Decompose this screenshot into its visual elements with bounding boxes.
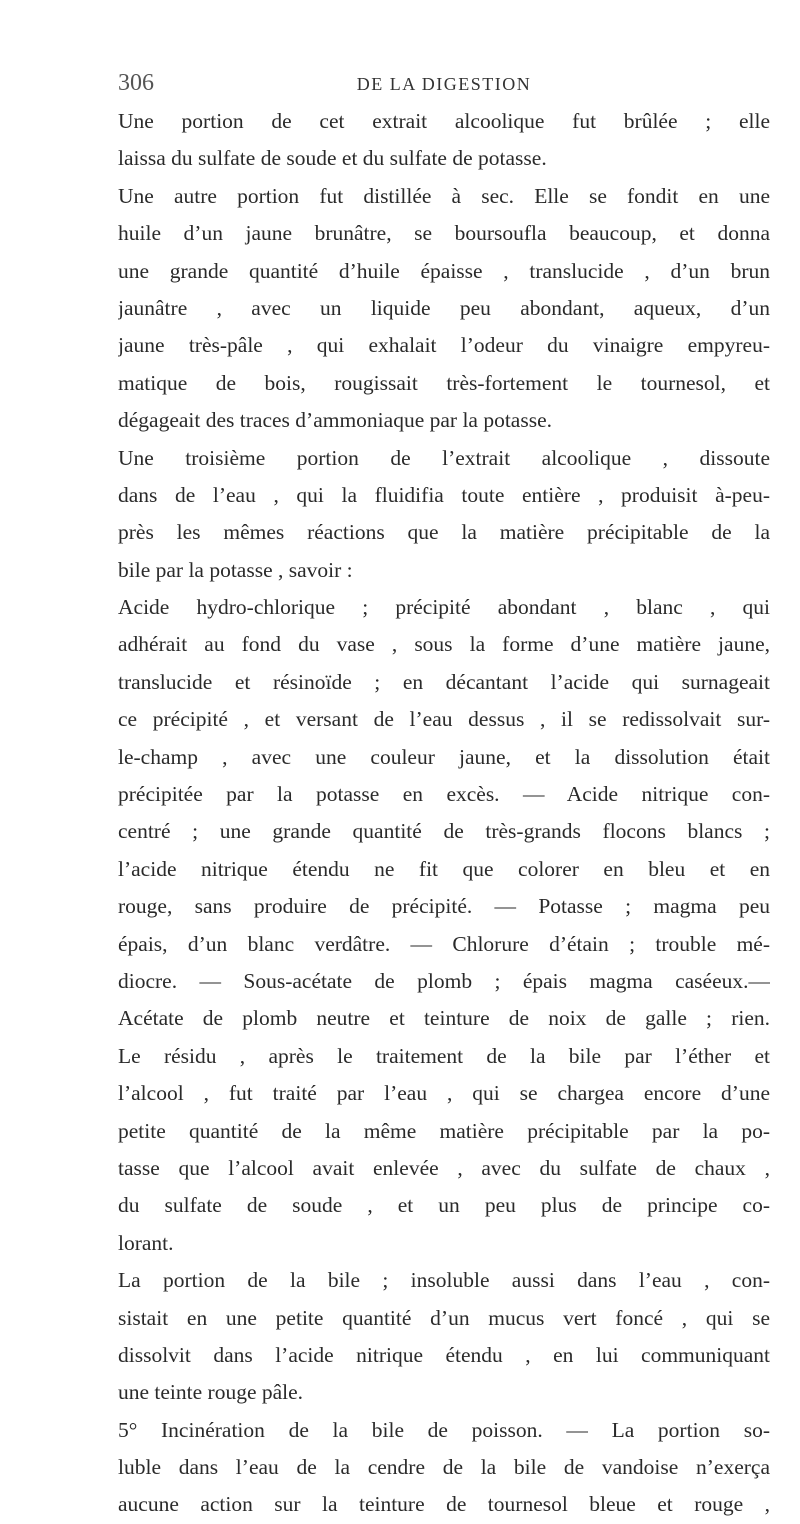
text-line: jaunâtre , avec un liquide peu abondant, aqueux, d’un	[118, 295, 770, 320]
page-number: 306	[118, 70, 154, 96]
text-line: ce précipité , et versant de l’eau dessus , il se redissolvait sur-	[118, 707, 770, 732]
text-line: luble dans l’eau de la cendre de la bile de vandoise n’exerça	[118, 1455, 770, 1480]
text-line: dans de l’eau , qui la fluidifia toute entière , produisit à-peu-	[118, 482, 770, 507]
text-line: le-champ , avec une couleur jaune, et la dissolution était	[118, 744, 770, 769]
text-line: 5° Incinération de la bile de poisson. — La portion so-	[118, 1417, 770, 1442]
text-line: sistait en une petite quantité d’un mucus vert foncé , qui se	[118, 1305, 770, 1330]
text-line: diocre. — Sous-acétate de plomb ; épais magma caséeux.—	[118, 968, 770, 993]
text-line: adhérait au fond du vase , sous la forme d’une matière jaune,	[118, 632, 770, 657]
text-line: dégageait des traces d’ammoniaque par la potasse.	[118, 408, 552, 433]
text-line: lorant.	[118, 1230, 174, 1255]
text-line: bile par la potasse , savoir :	[118, 557, 353, 582]
body-text	[118, 103, 770, 1524]
text-line: Une portion de cet extrait alcoolique fut brûlée ; elle	[118, 109, 770, 133]
text-line: aucune action sur la teinture de tournesol bleue et rouge ,	[118, 1492, 770, 1517]
running-title: DE LA DIGESTION	[356, 74, 532, 94]
text-line: Une autre portion fut distillée à sec. Elle se fondit en une	[118, 183, 770, 208]
text-line: petite quantité de la même matière précipitable par la po-	[118, 1118, 770, 1143]
text-line: matique de bois, rougissait très-fortement le tournesol, et	[118, 370, 770, 395]
text-line: une grande quantité d’huile épaisse , translucide , d’un brun	[118, 258, 770, 283]
text-line: du sulfate de soude , et un peu plus de principe co-	[118, 1193, 770, 1218]
text-line: La portion de la bile ; insoluble aussi dans l’eau , con-	[118, 1268, 770, 1293]
text-line: épais, d’un blanc verdâtre. — Chlorure d’étain ; trouble mé-	[118, 931, 770, 956]
text-line: rouge, sans produire de précipité. — Potasse ; magma peu	[118, 894, 770, 919]
text-line: jaune très-pâle , qui exhalait l’odeur du vinaigre empyreu-	[118, 333, 770, 358]
text-line: Une troisième portion de l’extrait alcoolique , dissoute	[118, 445, 770, 470]
text-line: centré ; une grande quantité de très-grands flocons blancs ;	[118, 819, 770, 844]
text-line: l’alcool , fut traité par l’eau , qui se chargea encore d’une	[118, 1081, 770, 1106]
text-line: précipitée par la potasse en excès. — Acide nitrique con-	[118, 782, 770, 807]
text-line: tasse que l’alcool avait enlevée , avec du sulfate de chaux ,	[118, 1155, 770, 1180]
text-line: translucide et résinoïde ; en décantant l’acide qui surnageait	[118, 669, 770, 694]
text-line: près les mêmes réactions que la matière précipitable de la	[118, 520, 770, 545]
text-line: dissolvit dans l’acide nitrique étendu , en lui communiquant	[118, 1342, 770, 1367]
text-line: l’acide nitrique étendu ne fit que colorer en bleu et en	[118, 856, 770, 881]
text-line: huile d’un jaune brunâtre, se boursoufla beaucoup, et donna	[118, 221, 770, 246]
page-header	[118, 70, 770, 100]
text-line: Acétate de plomb neutre et teinture de noix de galle ; rien.	[118, 1006, 770, 1031]
text-line: une teinte rouge pâle.	[118, 1380, 304, 1405]
text-line: laissa du sulfate de soude et du sulfate de potasse.	[118, 146, 547, 171]
text-line: Acide hydro-chlorique ; précipité abondant , blanc , qui	[118, 595, 770, 620]
text-line: Le résidu , après le traitement de la bile par l’éther et	[118, 1043, 770, 1068]
